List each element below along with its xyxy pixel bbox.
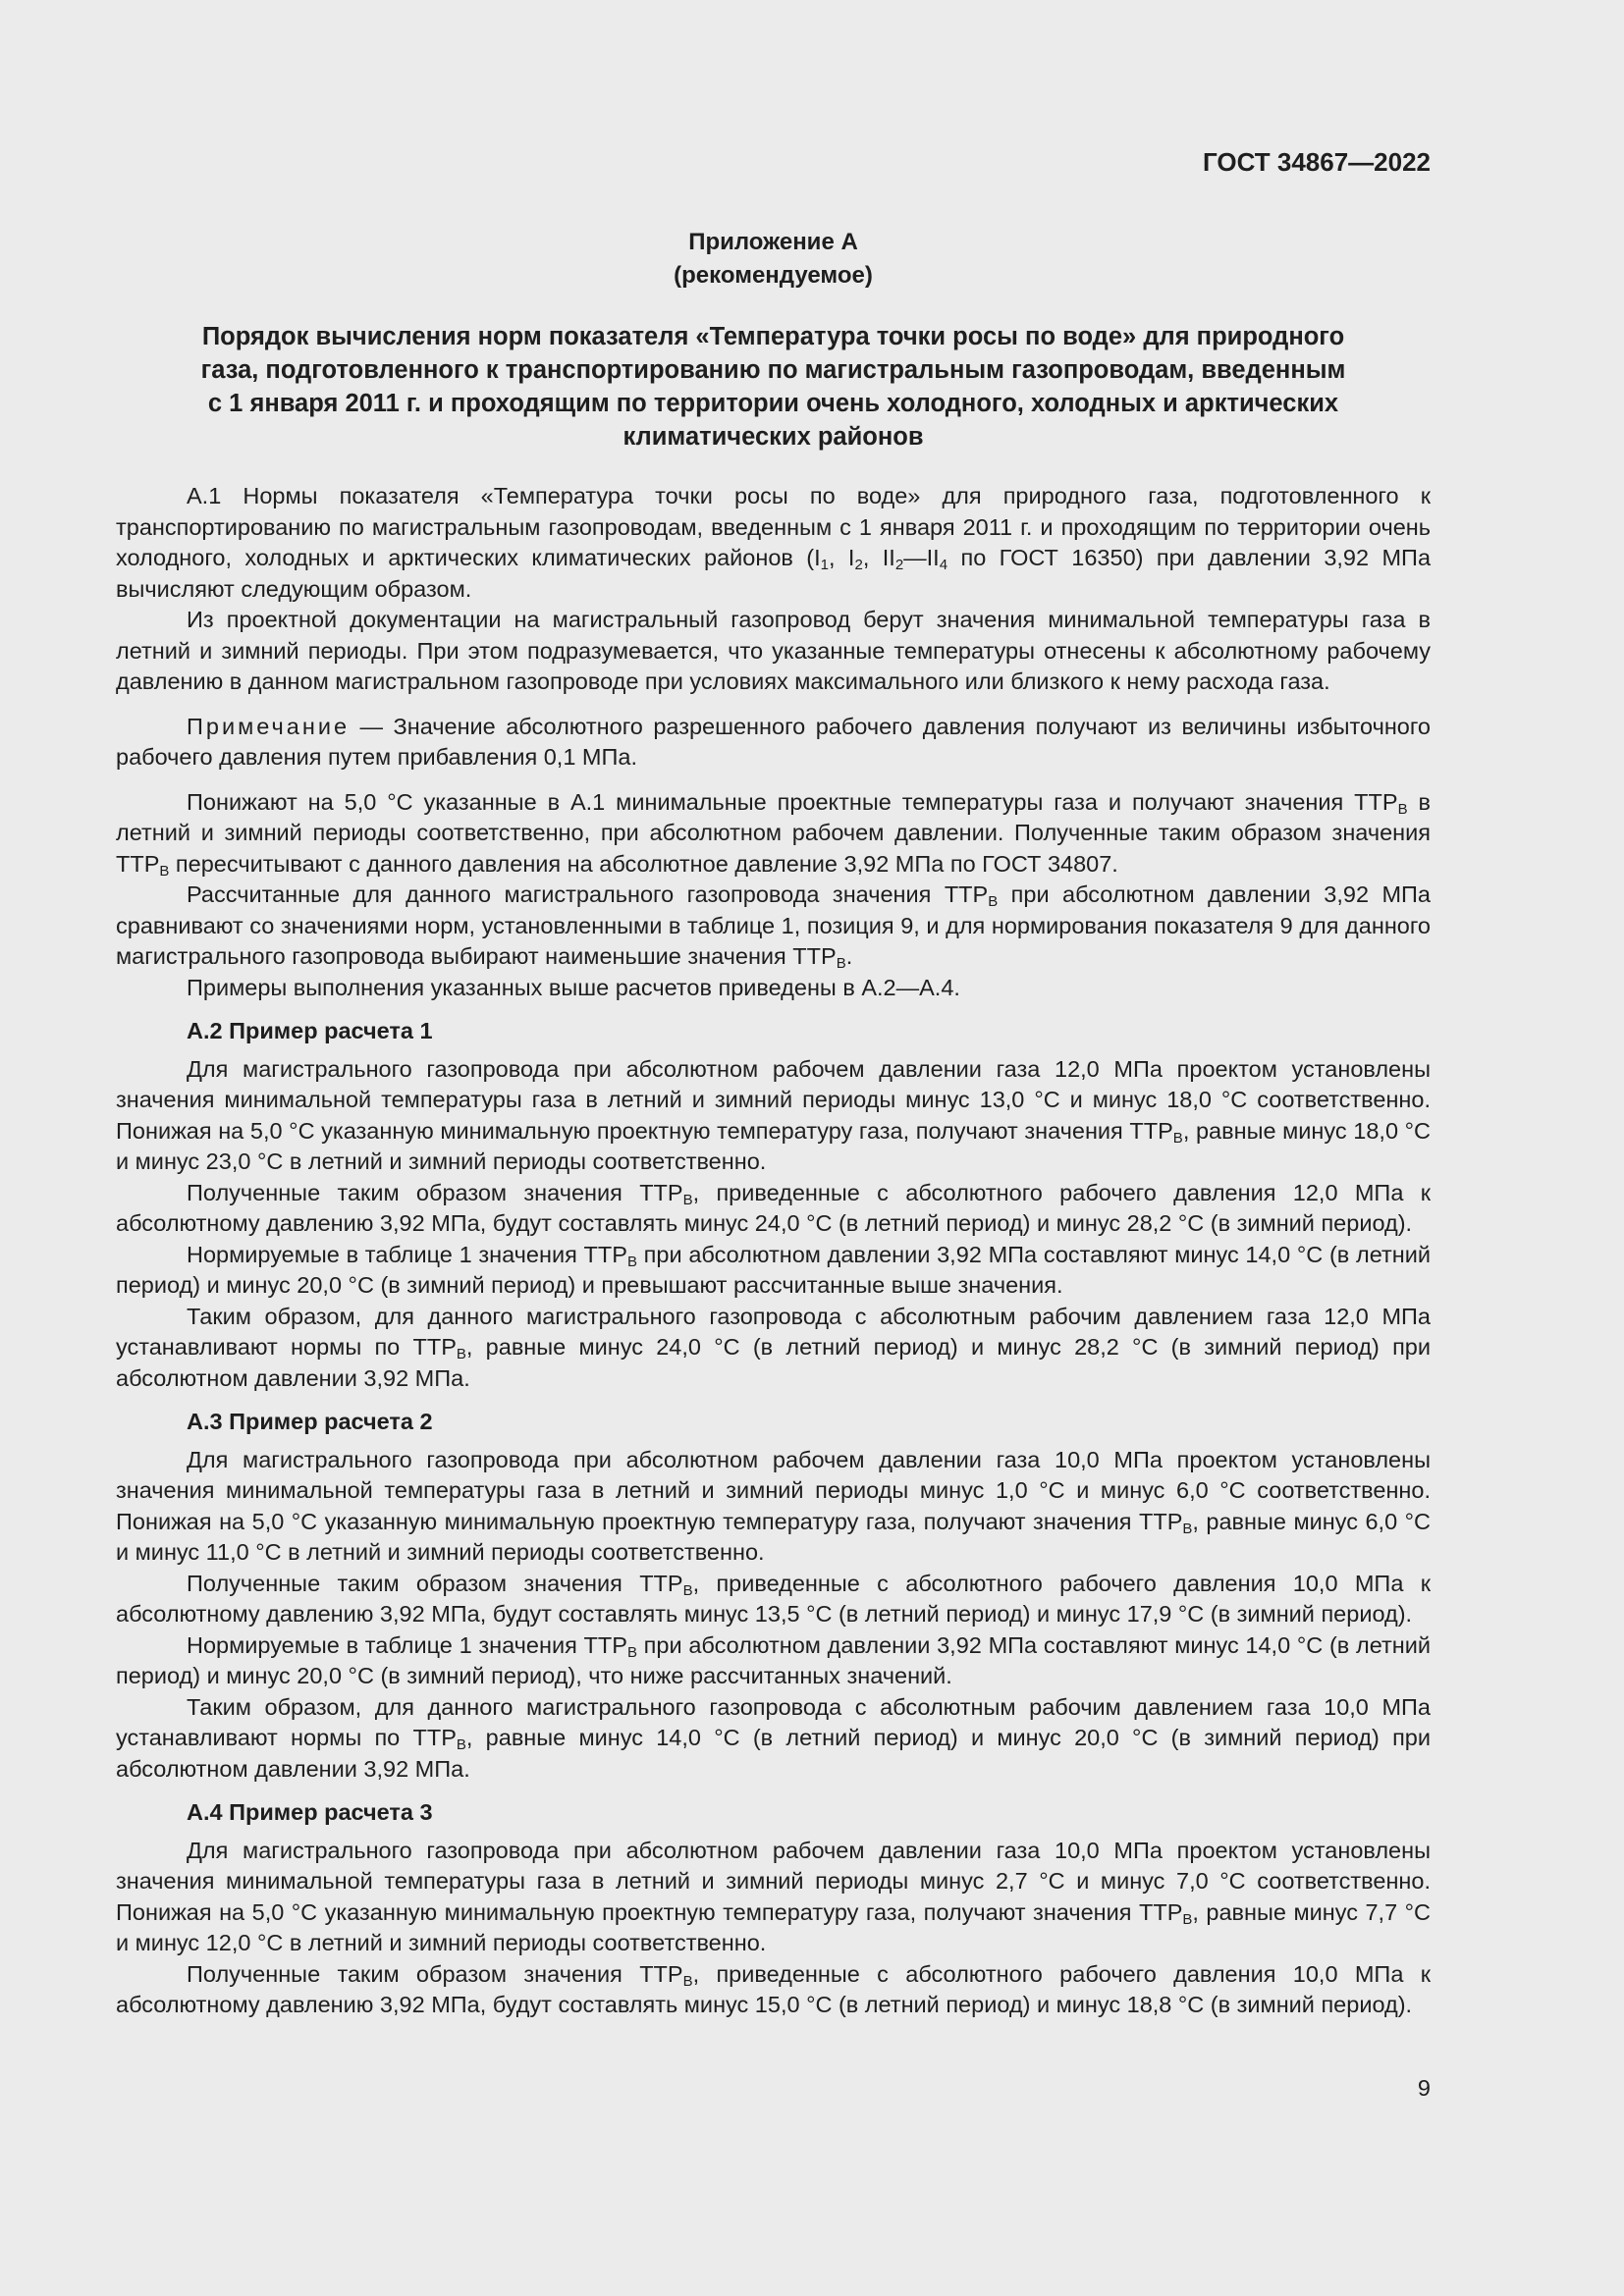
text-span: Нормируемые в таблице 1 значения ТТР <box>187 1241 627 1267</box>
paragraph <box>116 1630 1431 1692</box>
subscript: 1 <box>820 557 829 573</box>
paragraph <box>116 1240 1431 1302</box>
paragraph <box>116 880 1431 973</box>
subscript: В <box>1182 1910 1193 1928</box>
text-span: при абсолютном давлении 3,92 МПа сравнивают со значениями норм, установленными в таблице 1, позиция 9, и для нормирования показателя 9 для данного магистрального газопровода выбирают наименьшие значения ТТР <box>116 881 1431 969</box>
text-span: , II <box>862 545 895 570</box>
text-span: , равные минус 18,0 °С и минус 23,0 °С в летний и зимний периоды соответственно. <box>116 1117 1432 1174</box>
paragraph <box>116 1302 1431 1395</box>
text-span: , приведенные с абсолютного рабочего давления 10,0 МПа к абсолютному давлению 3,92 МПа, будут составлять минус 13,5 °С (в летний период) и минус 17,9 °С (в зимний период). <box>116 1570 1431 1627</box>
paragraph-a1 <box>116 481 1431 605</box>
note-label: Примечание <box>187 713 351 739</box>
text-span: Для магистрального газопровода при абсолютном рабочем давлении газа 12,0 МПа проектом установлены значения минимальной температуры газа в летний и зимний периоды минус 13,0 °С и минус 18,0 °С соответственно. Понижая на 5,0 °С указанную минимальную проектную температуру газа, получают значения ТТР <box>116 1055 1431 1144</box>
text-span: Для магистрального газопровода при абсолютном рабочем давлении газа 10,0 МПа проектом установлены значения минимальной температуры газа в летний и зимний периоды минус 2,7 °С и минус 7,0 °С соответственно. Понижая на 5,0 °С указанную минимальную проектную температуру газа, получают значения ТТР <box>116 1837 1431 1925</box>
annex-status: (рекомендуемое) <box>674 262 873 289</box>
document-code: ГОСТ 34867—2022 <box>1203 147 1431 177</box>
subscript: В <box>836 955 846 972</box>
text-span: в летний и зимний периоды соответственно, при абсолютном рабочем давлении. Полученные таким образом значения ТТР <box>116 788 1432 877</box>
subscript: В <box>682 1581 693 1599</box>
subscript: В <box>1172 1129 1183 1147</box>
note-text: — Значение абсолютного разрешенного рабочего давления получают из величины избыточного рабочего давления путем прибавления 0,1 МПа. <box>116 713 1431 770</box>
subscript: 2 <box>894 557 904 573</box>
text-span: Рассчитанные для данного магистрального газопровода значения ТТР <box>187 881 989 907</box>
document-page <box>116 0 1431 2296</box>
paragraph <box>116 1959 1431 2021</box>
text-span: по ГОСТ 16350) при давлении 3,92 МПа вычисляют следующим образом. <box>116 545 1432 602</box>
text-span: , приведенные с абсолютного рабочего давления 12,0 МПа к абсолютному давлению 3,92 МПа, будут составлять минус 24,0 °С (в летний период) и минус 28,2 °С (в зимний период). <box>116 1179 1431 1236</box>
text-span: при абсолютном давлении 3,92 МПа составляют минус 14,0 °С (в летний период) и минус 20,0 °С (в зимний период), что ниже рассчитанных значений. <box>116 1631 1431 1688</box>
text-span: Для магистрального газопровода при абсолютном рабочем давлении газа 10,0 МПа проектом установлены значения минимальной температуры газа в летний и зимний периоды минус 1,0 °С и минус 6,0 °С соответственно. Понижая на 5,0 °С указанную минимальную проектную температуру газа, получают значения ТТР <box>116 1446 1431 1534</box>
subscript: В <box>626 1643 637 1661</box>
paragraph <box>116 1569 1431 1630</box>
text-span: Нормируемые в таблице 1 значения ТТР <box>187 1631 627 1658</box>
document-body <box>116 481 1431 2021</box>
text-span: Полученные таким образом значения ТТР <box>187 1570 683 1596</box>
text-span: при абсолютном давлении 3,92 МПа составляют минус 14,0 °С (в летний период) и минус 20,0 °С (в зимний период) и превышают рассчитанные выше значения. <box>116 1241 1431 1298</box>
appendix-title-line: Порядок вычисления норм показателя «Температура точки росы по воде» для природного <box>201 323 1345 350</box>
subscript: В <box>1182 1520 1193 1537</box>
paragraph <box>116 1692 1431 1786</box>
subscript: 2 <box>854 557 863 573</box>
section-heading-a2: А.2 Пример расчета 1 <box>187 1018 433 1043</box>
text-span: , равные минус 7,7 °С и минус 12,0 °С в летний и зимний периоды соответственно. <box>116 1898 1431 1955</box>
text-span: —II <box>903 545 940 570</box>
subscript: В <box>988 893 999 910</box>
subscript: В <box>456 1736 466 1753</box>
paragraph <box>116 1178 1431 1240</box>
annex-label: Приложение А <box>688 229 858 255</box>
text-span: , равные минус 14,0 °С (в летний период) и минус 20,0 °С (в зимний период) при абсолютном давлении 3,92 МПа. <box>116 1725 1432 1782</box>
appendix-title <box>116 320 1431 454</box>
text-span: пересчитывают с данного давления на абсолютное давление 3,92 МПа по ГОСТ 34807. <box>169 850 1118 877</box>
text-span: Таким образом, для данного магистрального газопровода с абсолютным рабочим давлением газа 10,0 МПа устанавливают нормы по ТТР <box>116 1693 1431 1750</box>
paragraph <box>116 1054 1431 1178</box>
annex-heading <box>116 226 1431 293</box>
text-span: А.1 Нормы показателя «Температура точки росы по воде» для природного газа, подготовленного к транспортированию по магистральным газопроводам, введенным с 1 января 2011 г. и проходящим по территории очень холодного, холодных и арктических климатических районов (I <box>116 483 1431 570</box>
appendix-title-line: климатических районов <box>623 423 924 451</box>
text-span: Таким образом, для данного магистрального газопровода с абсолютным рабочим давлением газа 12,0 МПа устанавливают нормы по ТТР <box>116 1303 1431 1360</box>
text-span: , равные минус 6,0 °С и минус 11,0 °С в летний и зимний периоды соответственно. <box>116 1508 1431 1565</box>
text-span: , I <box>829 545 855 570</box>
subscript: В <box>682 1191 693 1208</box>
subscript: В <box>159 862 170 880</box>
subscript: В <box>456 1346 466 1362</box>
subscript: В <box>682 1972 693 1990</box>
text-span: , равные минус 24,0 °С (в летний период) и минус 28,2 °С (в зимний период) при абсолютном давлении 3,92 МПа. <box>116 1334 1432 1391</box>
text-span: , приведенные с абсолютного рабочего давления 10,0 МПа к абсолютному давлению 3,92 МПа, будут составлять минус 15,0 °С (в летний период) и минус 18,8 °С (в зимний период). <box>116 1960 1431 2017</box>
page-number: 9 <box>1417 2075 1431 2101</box>
paragraph: Из проектной документации на магистральный газопровод берут значения минимальной температуры газа в летний и зимний периоды. При этом подразумевается, что указанные температуры отнесены к абсолютному рабочему давлению в данном магистральном газопроводе при условиях максимального или близкого к нему расхода газа. <box>116 607 1431 694</box>
section-heading-a3: А.3 Пример расчета 2 <box>187 1409 433 1434</box>
text-span: . <box>845 943 853 969</box>
section-heading-a4: А.4 Пример расчета 3 <box>187 1799 433 1825</box>
subscript: В <box>626 1253 637 1270</box>
note-paragraph <box>116 712 1431 774</box>
paragraph <box>116 1445 1431 1569</box>
subscript: В <box>1397 800 1408 818</box>
text-span: Понижают на 5,0 °С указанные в А.1 минимальные проектные температуры газа и получают значения ТТР <box>187 788 1398 815</box>
text-span: Полученные таким образом значения ТТР <box>187 1960 683 1987</box>
paragraph: Примеры выполнения указанных выше расчетов приведены в А.2—А.4. <box>187 974 960 1000</box>
subscript: 4 <box>939 557 948 573</box>
text-span: Полученные таким образом значения ТТР <box>187 1179 683 1205</box>
appendix-title-line: с 1 января 2011 г. и проходящим по территории очень холодного, холодных и арктических <box>207 390 1339 417</box>
paragraph <box>116 1836 1431 1959</box>
appendix-title-line: газа, подготовленного к транспортированию по магистральным газопроводам, введенным <box>200 356 1346 384</box>
paragraph <box>116 787 1431 881</box>
